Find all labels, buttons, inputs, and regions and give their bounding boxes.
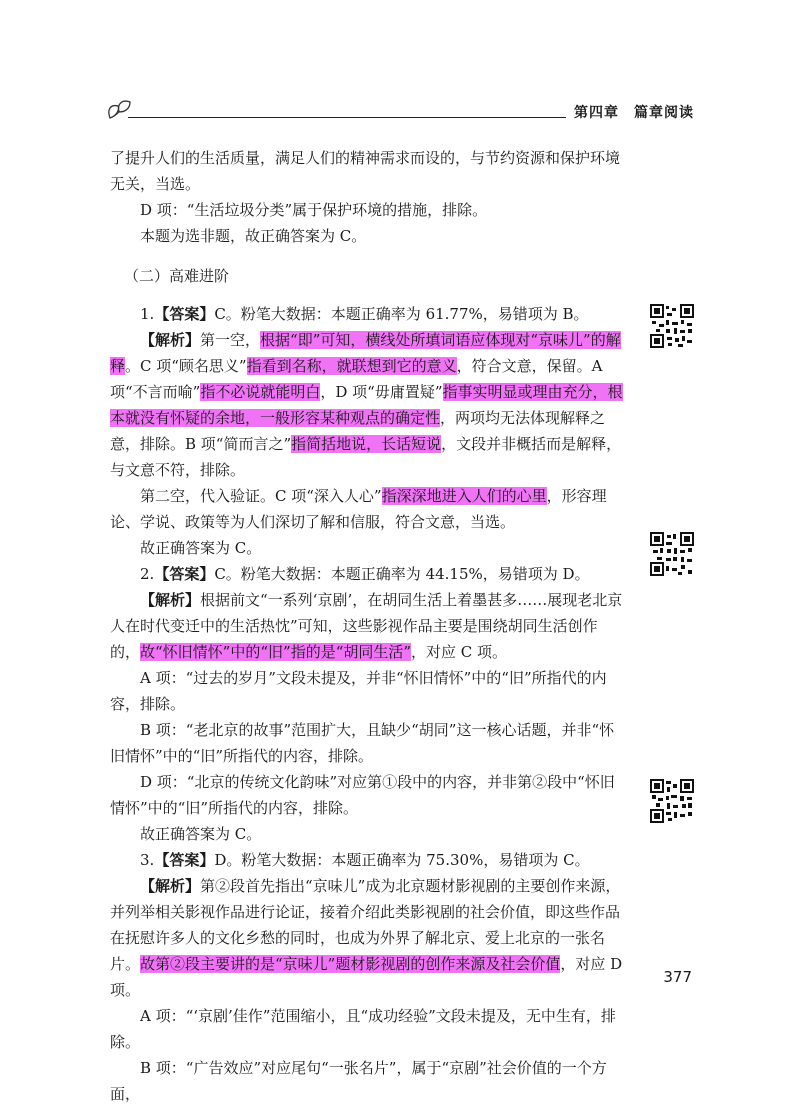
highlight: 指看到名称，就联想到它的意义 — [246, 357, 457, 375]
section-heading: （二）高难进阶 — [124, 267, 230, 285]
question-number: 1. — [140, 305, 155, 323]
analysis-paragraph: 【解析】根据前文“一系列‘京剧’，在胡同生活上着墨甚多……展现老北京人在时代变迁中的生活热忱”可知，这些影视作品主要是围绕胡同生活创作的，故“怀旧情怀”中的“旧”指的是“胡同生活”，对应 C 项。 — [110, 591, 623, 661]
answer-label: 【答案】 — [154, 305, 215, 323]
highlight: 指事实明显或理由充分，根本就没有怀疑的余地，一般形容某种观点的确定性 — [110, 383, 623, 427]
header-rule — [128, 117, 566, 118]
highlight: 指深深地进入人们的心里 — [381, 487, 547, 505]
paragraph: A 项：“‘京剧’佳作”范围缩小，且“成功经验”文段未提及，无中生有，排除。 — [110, 1007, 616, 1051]
analysis-paragraph: 【解析】第②段首先指出“京味儿”成为北京题材影视剧的主要创作来源，并列举相关影视作品进行论证，接着介绍此类影视剧的社会价值，即这些作品在抚慰许多人的文化乡愁的同时，也成为外界了解北京、爱上北京的一张名片。故第②段主要讲的是“京味儿”题材影视剧的创作来源及社会价值，对应 D 项。 — [110, 877, 623, 999]
paragraph: 第二空，代入验证。C 项“深入人心”指深深地进入人们的心里，形容理论、学说、政策等为人们深切了解和信服，符合文意，当选。 — [110, 487, 607, 531]
paragraph: D 项：“生活垃圾分类”属于保护环境的措施，排除。 — [140, 201, 488, 219]
highlight: 指简括地说，长话短说 — [291, 435, 442, 453]
highlight: 故“怀旧情怀”中的“旧”指的是“胡同生活” — [140, 643, 412, 661]
paragraph: 故正确答案为 C。 — [140, 825, 262, 843]
page-content — [110, 145, 626, 1107]
paragraph: B 项：“广告效应”对应尾句“一张名片”，属于“京剧”社会价值的一个方面， — [110, 1059, 607, 1103]
page-number: 377 — [663, 968, 692, 986]
answer-label: 【答案】 — [154, 565, 215, 583]
highlight: 指不必说就能明白 — [200, 383, 321, 401]
leaf-icon — [104, 96, 134, 122]
analysis-label: 【解析】 — [140, 591, 201, 609]
qr-code-icon — [650, 304, 694, 348]
question-number: 2. — [140, 565, 155, 583]
question-number: 3. — [140, 851, 155, 869]
paragraph: 故正确答案为 C。 — [140, 539, 262, 557]
qr-code-icon — [650, 532, 694, 576]
answer-line — [110, 301, 626, 327]
answer-line — [110, 561, 626, 587]
answer-text: C。粉笔大数据：本题正确率为 61.77%，易错项为 B。 — [214, 305, 589, 323]
paragraph: B 项：“老北京的故事”范围扩大，且缺少“胡同”这一核心话题，并非“怀旧情怀”中的“旧”所指代的内容，排除。 — [110, 721, 615, 765]
answer-text: C。粉笔大数据：本题正确率为 44.15%，易错项为 D。 — [214, 565, 590, 583]
analysis-label: 【解析】 — [140, 331, 201, 349]
answer-line — [110, 847, 626, 873]
highlight: 根据“即”可知，横线处所填词语应体现对“京味儿”的解释 — [110, 331, 621, 375]
analysis-paragraph: 【解析】第一空，根据“即”可知，横线处所填词语应体现对“京味儿”的解释。C 项“顾名思义”指看到名称，就联想到它的意义，符合文意，保留。A 项“不言而喻”指不必说就能明白，D 项“毋庸置疑”指事实明显或理由充分，根本就没有怀疑的余地，一般形容某种观点的确定性，两项均无法体现解释之意，排除。B 项“简而言之”指简括地说，长话短说，文段并非概括而是解释，与文意不符，排除。 — [110, 331, 623, 479]
analysis-label: 【解析】 — [140, 877, 201, 895]
answer-text: D。粉笔大数据：本题正确率为 75.30%，易错项为 C。 — [214, 851, 590, 869]
paragraph: 本题为选非题，故正确答案为 C。 — [140, 227, 367, 245]
paragraph: A 项：“过去的岁月”文段未提及，并非“怀旧情怀”中的“旧”所指代的内容，排除。 — [110, 669, 607, 713]
qr-code-icon — [650, 779, 694, 823]
highlight: 故第②段主要讲的是“京味儿”题材影视剧的创作来源及社会价值 — [140, 955, 561, 973]
chapter-title: 第四章 篇章阅读 — [574, 105, 694, 121]
answer-label: 【答案】 — [154, 851, 215, 869]
paragraph: D 项：“北京的传统文化韵味”对应第①段中的内容，并非第②段中“怀旧情怀”中的“旧”所指代的内容，排除。 — [110, 773, 615, 817]
page-header — [104, 96, 694, 126]
paragraph: 了提升人们的生活质量，满足人们的精神需求而设的，与节约资源和保护环境无关，当选。 — [110, 149, 621, 193]
